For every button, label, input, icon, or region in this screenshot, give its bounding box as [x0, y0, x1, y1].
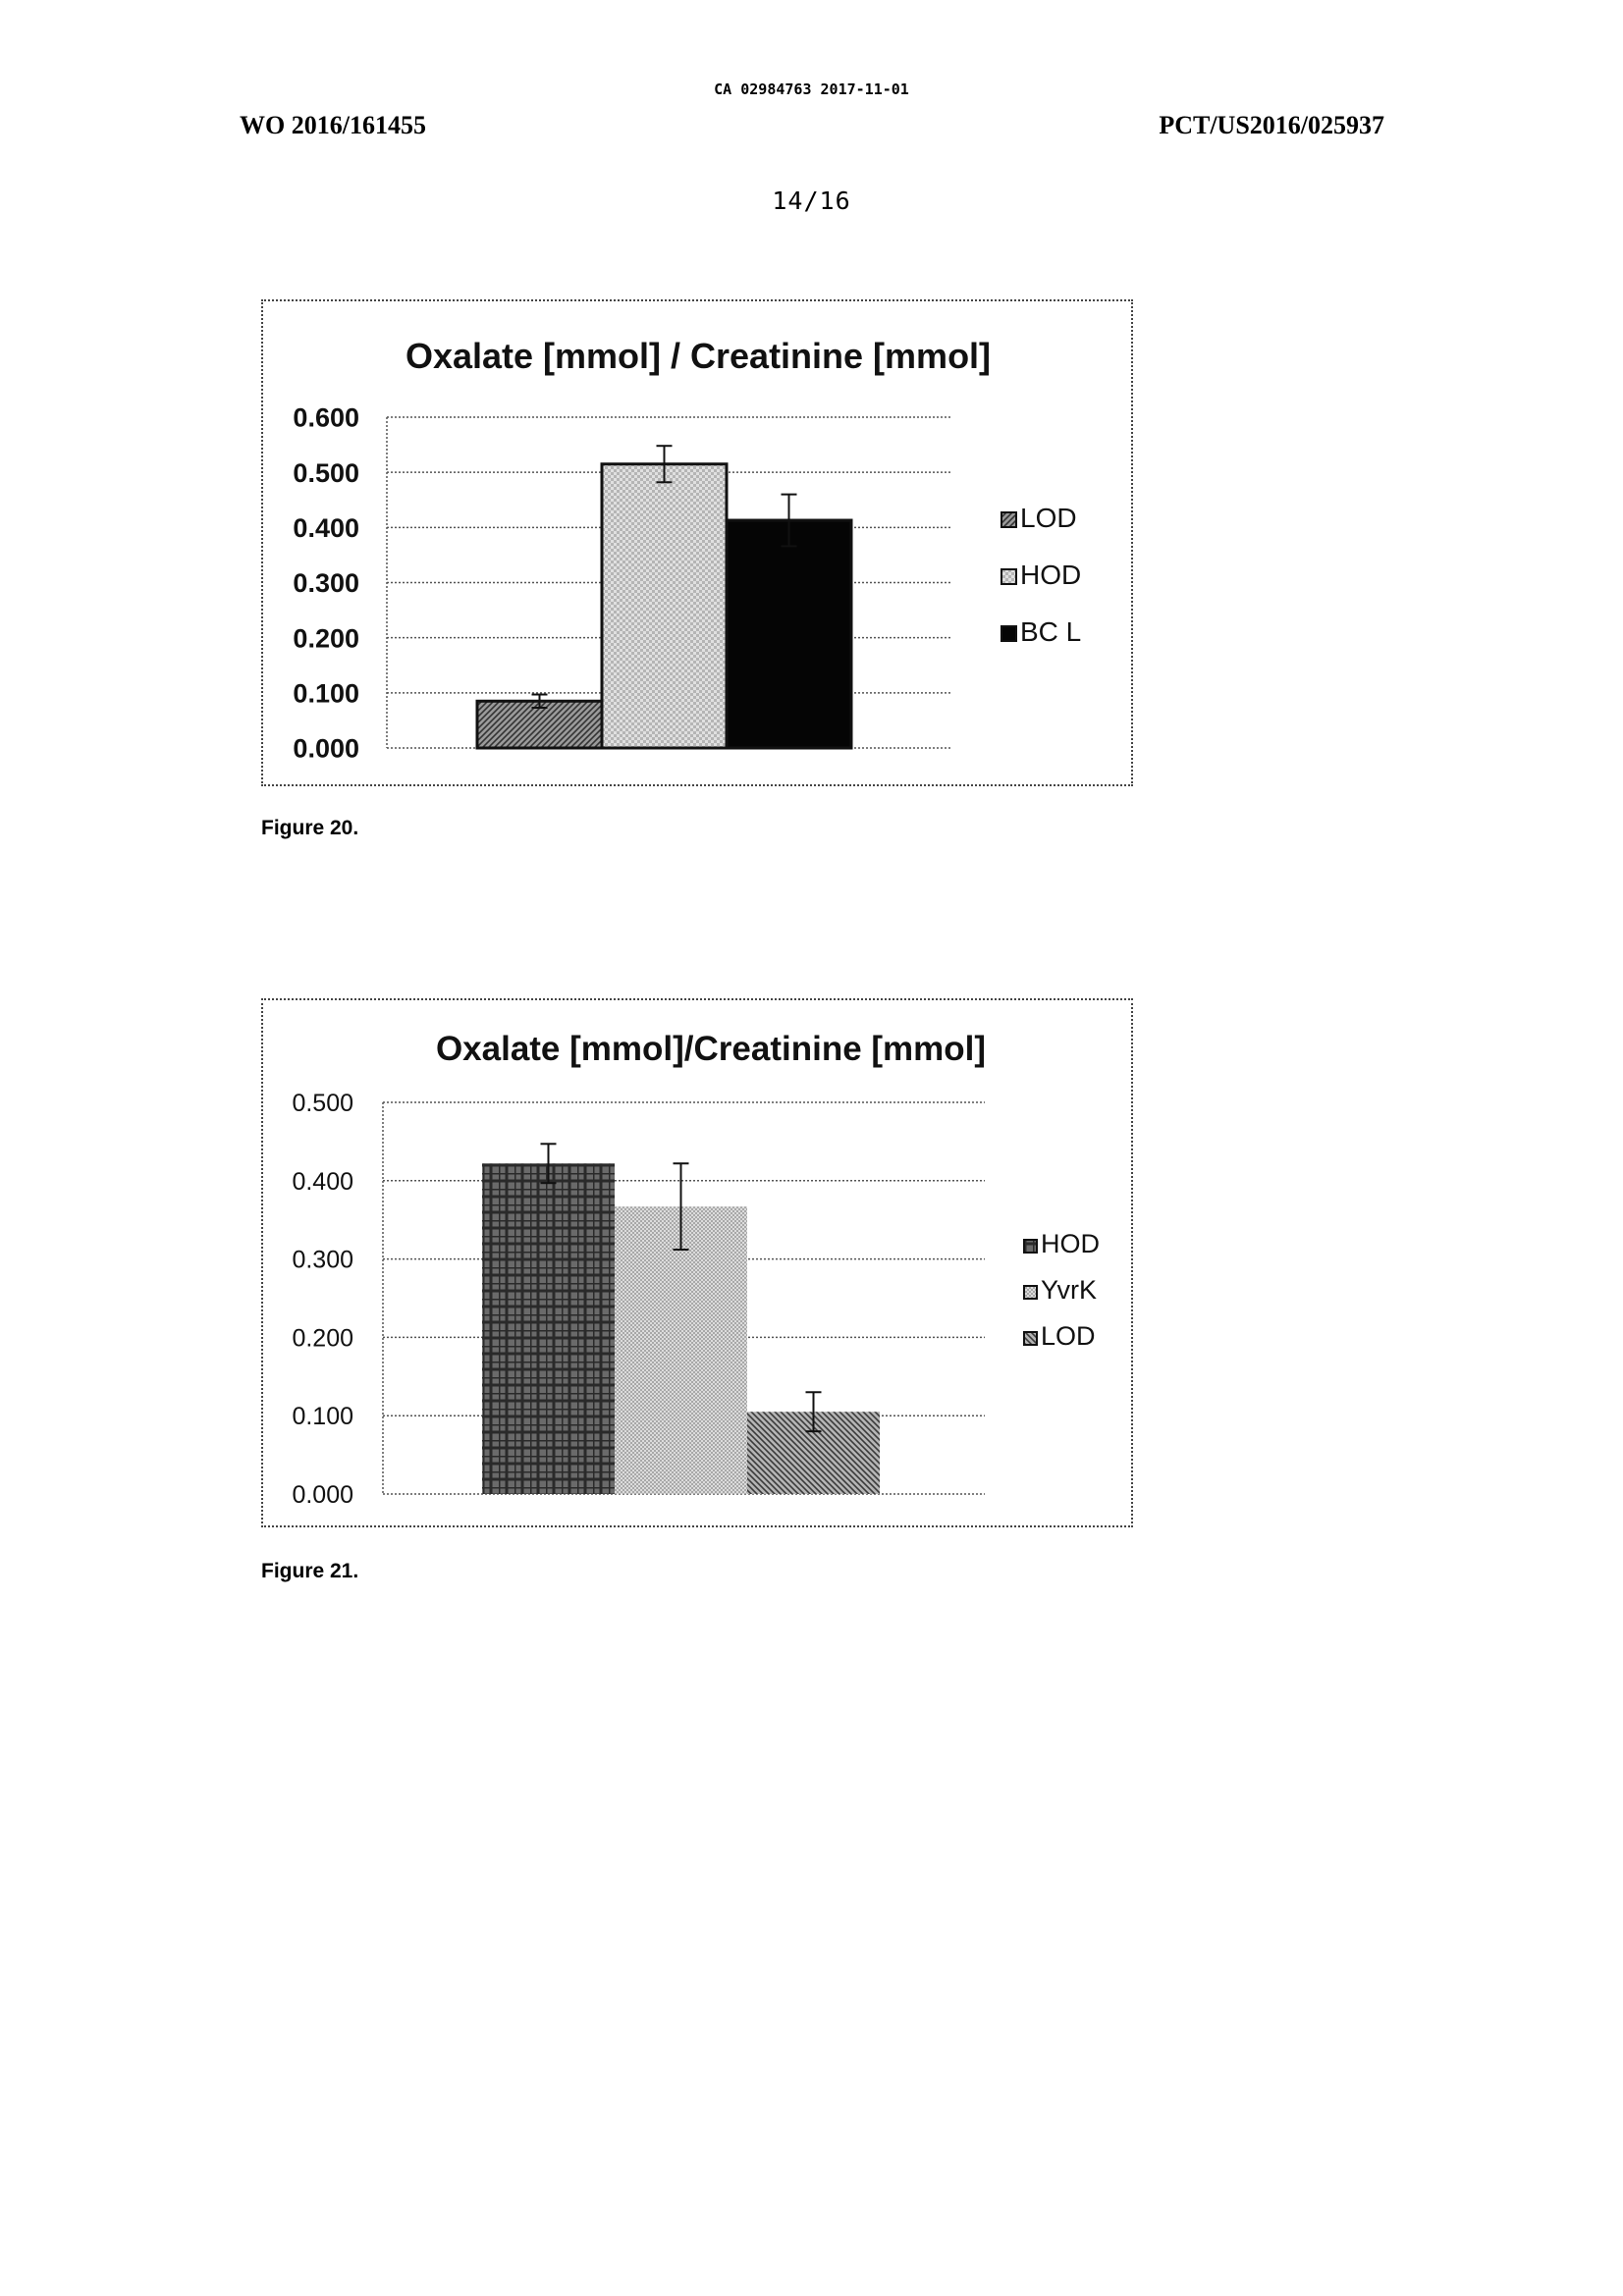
- y-tick-label: 0.300: [292, 1246, 353, 1274]
- y-tick-label: 0.100: [293, 678, 359, 709]
- legend-swatch: [1001, 512, 1016, 527]
- bar-hod: [602, 464, 727, 748]
- legend-swatch: [1024, 1286, 1037, 1299]
- y-tick-label: 0.000: [292, 1481, 353, 1509]
- bar-hod: [482, 1163, 615, 1494]
- y-tick-label: 0.000: [293, 733, 359, 764]
- figure-21-chart-frame: [261, 998, 1133, 1527]
- figure-21-chart: [263, 1000, 1131, 1525]
- figure-20-chart: [263, 301, 1131, 784]
- y-tick-label: 0.500: [293, 457, 359, 488]
- legend-swatch: [1001, 626, 1016, 641]
- legend-label: HOD: [1020, 560, 1082, 590]
- y-tick-label: 0.200: [292, 1324, 353, 1353]
- legend-label: YvrK: [1041, 1275, 1098, 1305]
- chart-title: Oxalate [mmol] / Creatinine [mmol]: [405, 336, 992, 376]
- y-tick-label: 0.200: [293, 623, 359, 654]
- y-tick-label: 0.100: [292, 1403, 353, 1431]
- legend-swatch: [1024, 1332, 1037, 1345]
- figure-21-caption: Figure 21.: [261, 1560, 359, 1582]
- figure-20-caption: Figure 20.: [261, 817, 359, 839]
- y-tick-label: 0.400: [292, 1167, 353, 1196]
- legend-label: BC L: [1020, 616, 1082, 647]
- bar-bc-l: [727, 520, 851, 748]
- wo-publication-number: WO 2016/161455: [240, 111, 426, 139]
- legend-label: LOD: [1020, 503, 1077, 533]
- sheet-number: 14/16: [772, 187, 851, 215]
- y-tick-label: 0.400: [293, 513, 359, 544]
- y-tick-label: 0.300: [293, 568, 359, 599]
- legend-label: LOD: [1041, 1321, 1096, 1351]
- figure-20-chart-frame: [261, 299, 1133, 786]
- legend-swatch: [1001, 569, 1016, 584]
- chart-title: Oxalate [mmol]/Creatinine [mmol]: [435, 1030, 987, 1068]
- legend-swatch: [1024, 1240, 1037, 1253]
- ca-document-number: CA 02984763 2017-11-01: [714, 80, 909, 98]
- y-tick-label: 0.500: [292, 1090, 353, 1117]
- legend-label: HOD: [1041, 1229, 1100, 1258]
- y-tick-label: 0.600: [293, 402, 359, 433]
- pct-application-number: PCT/US2016/025937: [1159, 111, 1384, 139]
